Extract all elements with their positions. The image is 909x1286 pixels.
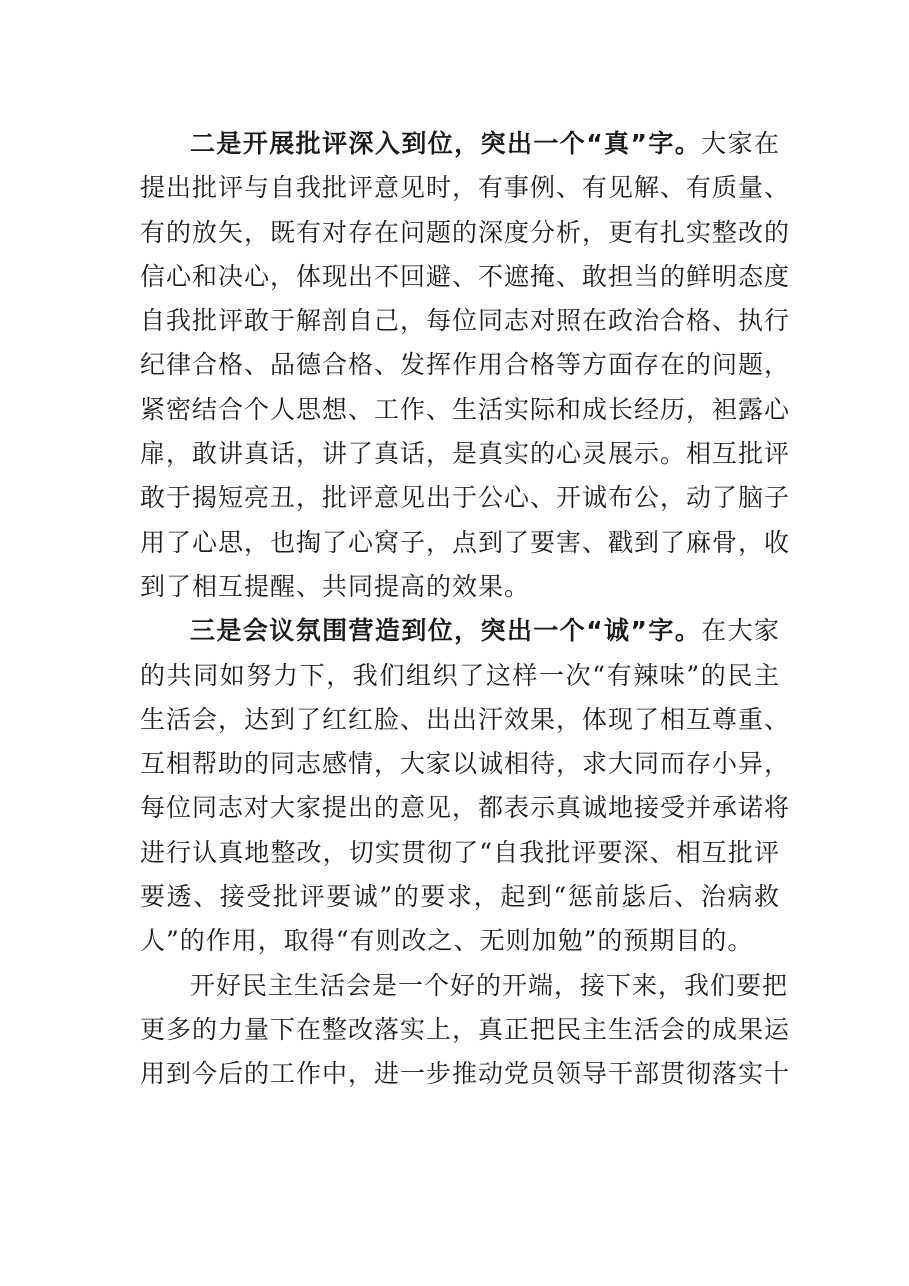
paragraph-3-line: 用到今后的工作中，进一步推动党员领导干部贯彻落实十 <box>140 1059 791 1089</box>
paragraph-2-line: 的共同如努力下，我们组织了这样一次“有辣味”的民主 <box>140 660 780 690</box>
paragraph-2-line: 要透、接受批评要诚”的要求，起到“惩前毖后、治病救 <box>140 882 780 912</box>
paragraph-2-line: 人”的作用，取得“有则改之、无则加勉”的预期目的。 <box>140 926 754 956</box>
paragraph-1-line: 到了相互提醒、共同提高的效果。 <box>140 571 531 601</box>
paragraph-2-first-line <box>140 609 780 653</box>
paragraph-1-line: 用了心思，也掏了心窝子，点到了要害、戳到了麻骨，收 <box>140 527 791 557</box>
paragraph-1-line: 提出批评与自我批评意见时，有事例、有见解、有质量、 <box>140 173 791 203</box>
body-text <box>140 122 791 1097</box>
paragraph-3-line: 更多的力量下在整改落实上，真正把民主生活会的成果运 <box>140 1014 791 1044</box>
paragraph-1-line: 敢于揭短亮丑，批评意见出于公心、开诚布公，动了脑子 <box>140 483 791 513</box>
paragraph-2-line: 进行认真地整改，切实贯彻了“自我批评要深、相互批评 <box>140 837 780 867</box>
paragraph-2-line: 生活会，达到了红红脸、出出汗效果，体现了相互尊重、 <box>140 704 791 734</box>
paragraph-1-first-line <box>140 122 780 166</box>
paragraph-1-line: 有的放矢，既有对存在问题的深度分析，更有扎实整改的 <box>140 217 791 247</box>
paragraph-1-heading: 二是开展批评深入到位，突出一个“真”字。 <box>190 129 702 158</box>
paragraph-2-line: 每位同志对大家提出的意见，都表示真诚地接受并承诺将 <box>140 793 791 823</box>
paragraph-3-first-line: 开好民主生活会是一个好的开端，接下来，我们要把 <box>190 970 789 1000</box>
paragraph-2-heading: 三是会议氛围营造到位，突出一个“诚”字。 <box>190 616 702 646</box>
paragraph-2-line: 互相帮助的同志感情，大家以诚相待，求大同而存小异， <box>140 749 791 779</box>
paragraph-1-line: 信心和决心，体现出不回避、不遮掩、敢担当的鲜明态度 <box>140 261 791 291</box>
paragraph-1-line: 自我批评敢于解剖自己，每位同志对照在政治合格、执行 <box>140 306 791 336</box>
paragraph-1-line: 扉，敢讲真话，讲了真话，是真实的心灵展示。相互批评 <box>140 439 791 469</box>
paragraph-1-line: 紧密结合个人思想、工作、生活实际和成长经历，袒露心 <box>140 394 791 424</box>
paragraph-1-lead-text: 大家在 <box>701 129 780 158</box>
paragraph-1-line: 纪律合格、品德合格、发挥作用合格等方面存在的问题， <box>140 350 791 380</box>
paragraph-2-lead-text: 在大家 <box>701 616 780 646</box>
